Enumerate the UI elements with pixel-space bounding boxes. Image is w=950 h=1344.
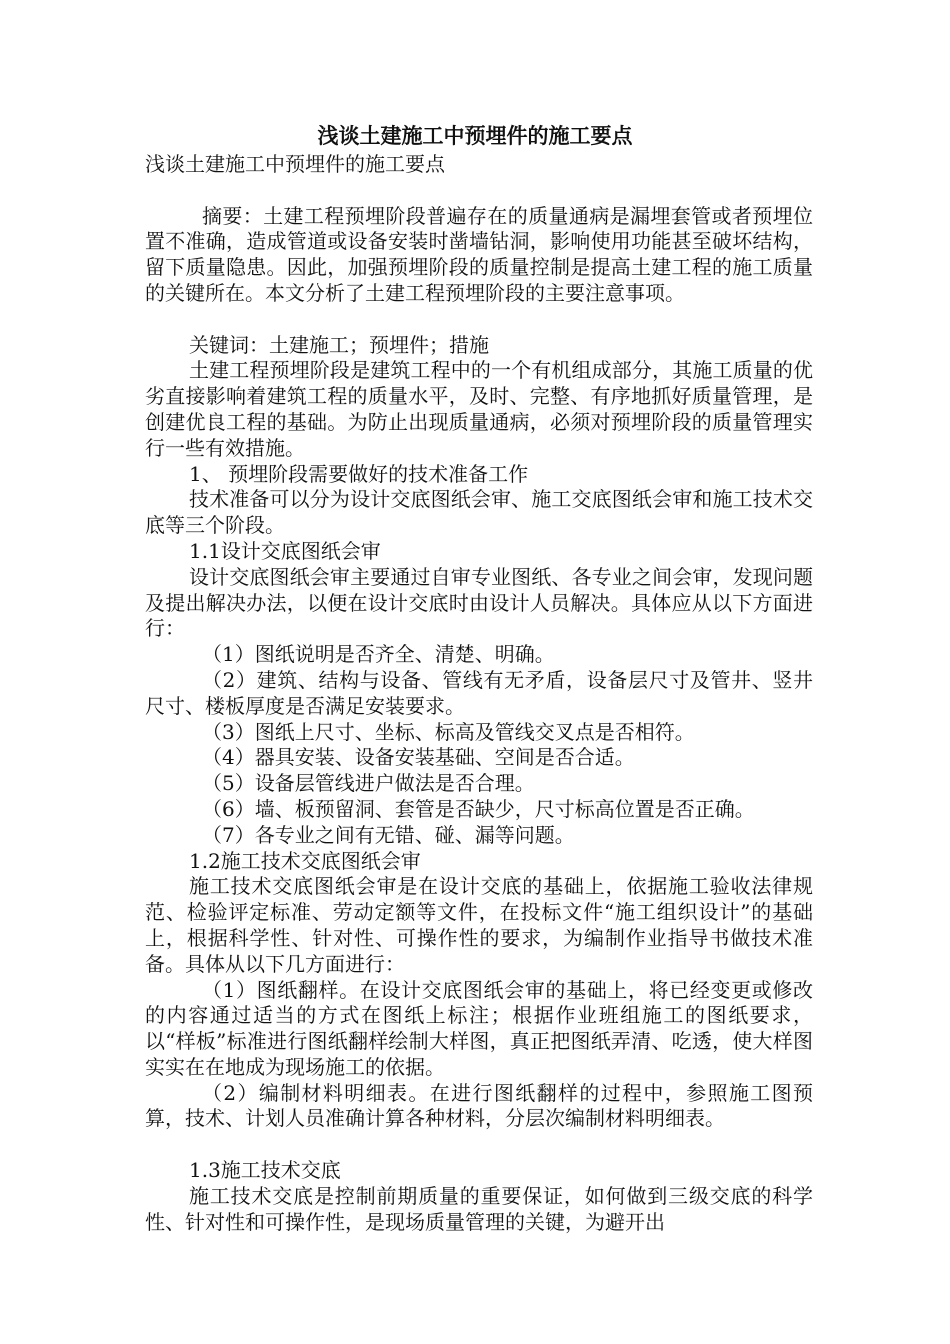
list-item: （4）器具安装、设备安装基础、空间是否合适。 [202,745,635,770]
abstract-paragraph: 摘要：土建工程预埋阶段普遍存在的质量通病是漏埋套管或者预埋位置不准确，造成管道或设备安装时凿墙钻洞，影响使用功能甚至破坏结构，留下质量隐患。因此，加强预埋阶段的质量控制是提高土建工程的施工质量的关键所在。本文分析了土建工程预埋阶段的主要注意事项。 [145,203,813,305]
body-paragraph: 设计交底图纸会审主要通过自审专业图纸、各专业之间会审，发现问题及提出解决办法，以便在设计交底时由设计人员解决。具体应从以下方面进行： [145,564,813,641]
list-item: （1）图纸翻样。在设计交底图纸会审的基础上，将已经变更或修改的内容通过适当的方式在图纸上标注；根据作业班组施工的图纸要求，以“样板”标准进行图纸翻样绘制大样图，真正把图纸弄清、吃透，使大样图实实在在地成为现场施工的依据。 [145,977,813,1079]
section-heading-1-1: 1.1设计交底图纸会审 [189,538,381,563]
list-item: （7）各专业之间有无错、碰、漏等问题。 [202,822,575,847]
blank-line [145,1132,813,1158]
list-item: （1）图纸说明是否齐全、清楚、明确。 [202,642,555,667]
section-heading-1-3: 1.3施工技术交底 [189,1158,341,1183]
section-heading-1-2: 1.2施工技术交底图纸会审 [189,848,421,873]
keywords-paragraph: 关键词：土建施工；预埋件；措施 [189,332,489,357]
list-item: （2）建筑、结构与设备、管线有无矛盾，设备层尺寸及管井、竖井尺寸、楼板厚度是否满足安装要求。 [145,667,813,718]
list-item: （2）编制材料明细表。在进行图纸翻样的过程中，参照施工图预算，技术、计划人员准确计算各种材料，分层次编制材料明细表。 [145,1080,813,1131]
document-title: 浅谈土建施工中预埋件的施工要点 [317,123,633,148]
list-item: （5）设备层管线进户做法是否合理。 [202,771,535,796]
subtitle-paragraph: 浅谈土建施工中预埋件的施工要点 [145,152,445,176]
list-item: （6）墙、板预留洞、套管是否缺少，尺寸标高位置是否正确。 [202,796,755,821]
section-heading-1: 1、 预埋阶段需要做好的技术准备工作 [189,461,529,486]
intro-paragraph: 土建工程预埋阶段是建筑工程中的一个有机组成部分，其施工质量的优劣直接影响着建筑工程的质量水平，及时、完整、有序地抓好质量管理，是创建优良工程的基础。为防止出现质量通病，必须对预埋阶段的质量管理实行一些有效措施。 [145,358,813,460]
blank-line [145,178,813,204]
body-paragraph: 施工技术交底图纸会审是在设计交底的基础上，依据施工验收法律规范、检验评定标准、劳动定额等文件，在投标文件“施工组织设计”的基础上，根据科学性、针对性、可操作性的要求，为编制作业指导书做技术准备。具体从以下几方面进行： [145,874,813,976]
body-paragraph: 技术准备可以分为设计交底图纸会审、施工交底图纸会审和施工技术交底等三个阶段。 [145,487,813,538]
document-body [145,152,813,1235]
body-paragraph: 施工技术交底是控制前期质量的重要保证，如何做到三级交底的科学性、针对性和可操作性，是现场质量管理的关键，为避开出 [145,1183,813,1234]
blank-line [145,307,813,333]
list-item: （3）图纸上尺寸、坐标、标高及管线交叉点是否相符。 [202,719,695,744]
